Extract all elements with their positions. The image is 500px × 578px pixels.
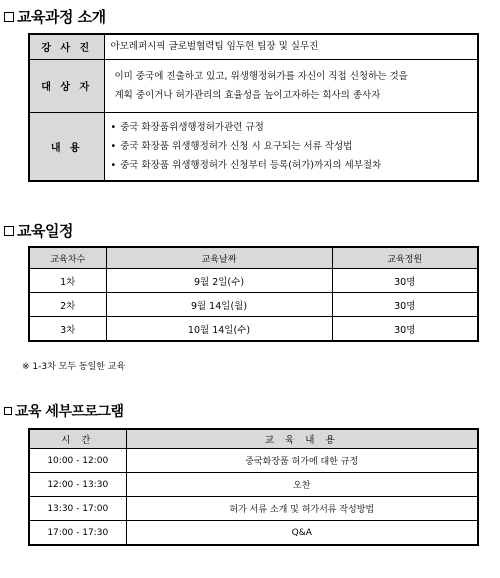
list-item: • 중국 화장품위생행정허가관련 규정 bbox=[111, 118, 478, 137]
table-cell: 12:00 - 13:30 bbox=[29, 473, 126, 497]
section-heading-schedule bbox=[4, 220, 73, 241]
table-cell: 3차 bbox=[29, 317, 106, 342]
table-header-row bbox=[29, 247, 478, 269]
checkbox-square-icon bbox=[4, 12, 14, 22]
table-cell: 9월 2일(수) bbox=[106, 269, 332, 293]
program-table bbox=[28, 428, 479, 546]
table-row bbox=[29, 497, 478, 521]
list-item: • 중국 화장품 위생행정허가 신청부터 등록(허가)까지의 세부절차 bbox=[111, 156, 478, 175]
content-value bbox=[104, 112, 478, 181]
column-header: 교 육 내 용 bbox=[126, 429, 478, 449]
table-cell: 허가 서류 소개 및 허가서류 작성방법 bbox=[126, 497, 478, 521]
section-title: 교육과정 소개 bbox=[17, 8, 106, 26]
section-title: 교육 세부프로그램 bbox=[15, 404, 124, 420]
table-row bbox=[29, 34, 478, 59]
table-cell: 17:00 - 17:30 bbox=[29, 521, 126, 546]
table-row bbox=[29, 521, 478, 546]
checkbox-square-icon bbox=[4, 226, 14, 236]
column-header: 시 간 bbox=[29, 429, 126, 449]
table-row bbox=[29, 317, 478, 342]
schedule-table bbox=[28, 246, 479, 342]
table-cell: Q&A bbox=[126, 521, 478, 546]
content-list bbox=[111, 118, 478, 175]
section-heading-program bbox=[4, 401, 124, 421]
column-header: 교육차수 bbox=[29, 247, 106, 269]
table-row bbox=[29, 112, 478, 181]
table-cell: 13:30 - 17:00 bbox=[29, 497, 126, 521]
column-header: 교육날짜 bbox=[106, 247, 332, 269]
section-title: 교육일정 bbox=[17, 222, 73, 240]
table-cell: 오찬 bbox=[126, 473, 478, 497]
table-row bbox=[29, 293, 478, 317]
table-row bbox=[29, 473, 478, 497]
table-cell: 중국화장품 허가에 대한 규정 bbox=[126, 449, 478, 473]
table-cell: 30명 bbox=[332, 293, 478, 317]
table-cell: 2차 bbox=[29, 293, 106, 317]
course-intro-table bbox=[28, 33, 479, 182]
table-cell: 9월 14일(월) bbox=[106, 293, 332, 317]
target-label: 대 상 자 bbox=[29, 59, 104, 112]
checkbox-square-icon bbox=[4, 407, 12, 415]
column-header: 교육정원 bbox=[332, 247, 478, 269]
table-cell: 30명 bbox=[332, 317, 478, 342]
table-cell: 1차 bbox=[29, 269, 106, 293]
target-value bbox=[104, 59, 478, 112]
instructor-value: 아모레퍼시픽 글로벌협력팀 임두현 팀장 및 실무진 bbox=[104, 34, 478, 59]
list-item: • 중국 화장품 위생행정허가 신청 시 요구되는 서류 작성법 bbox=[111, 137, 478, 156]
table-row bbox=[29, 269, 478, 293]
section-heading-intro bbox=[4, 6, 106, 27]
table-cell: 30명 bbox=[332, 269, 478, 293]
table-row bbox=[29, 449, 478, 473]
target-line: 이미 중국에 진출하고 있고, 위생행정허가를 자신이 직접 신청하는 것을 bbox=[114, 70, 408, 82]
schedule-note: ※ 1-3차 모두 동일한 교육 bbox=[22, 362, 126, 372]
instructor-label: 강 사 진 bbox=[29, 34, 104, 59]
content-label: 내 용 bbox=[29, 112, 104, 181]
table-cell: 10:00 - 12:00 bbox=[29, 449, 126, 473]
target-line: 계획 중이거나 허가관리의 효율성을 높이고자하는 회사의 종사자 bbox=[114, 89, 381, 101]
table-header-row bbox=[29, 429, 478, 449]
table-row bbox=[29, 59, 478, 112]
table-cell: 10월 14일(수) bbox=[106, 317, 332, 342]
